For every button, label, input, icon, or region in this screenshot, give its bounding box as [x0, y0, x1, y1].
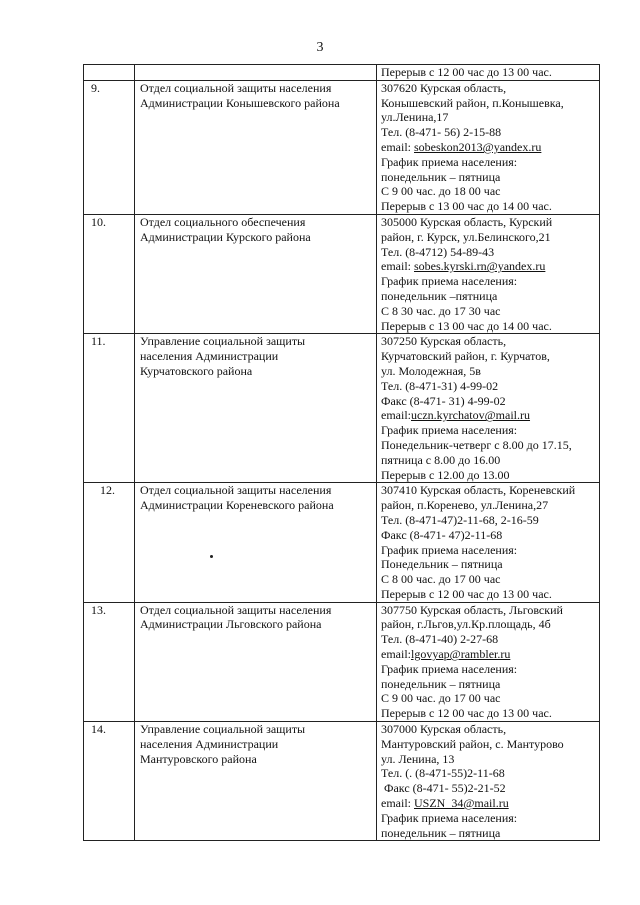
schedule-line: понедельник – пятница: [381, 169, 501, 184]
fax-line: Факс (8-471- 55)2-21-52: [381, 781, 506, 796]
email-link[interactable]: uczn.kyrchatov@mail.ru: [411, 408, 531, 423]
phone-line: Тел. (8-471-40) 2-27-68: [381, 632, 499, 647]
email-line: [381, 259, 596, 274]
schedule-line: Понедельник – пятница: [381, 557, 503, 572]
address-line: 307410 Курская область, Кореневский: [381, 483, 576, 498]
schedule-line: понедельник –пятница: [381, 288, 498, 303]
row-number: 9.: [84, 80, 135, 214]
org-name-line: населения Администрации: [140, 349, 279, 364]
org-name-line: Администрации Льговского района: [140, 617, 322, 632]
address-cell: [377, 602, 600, 721]
schedule-line: График приема населения:: [381, 542, 518, 557]
email-line: [381, 140, 596, 155]
schedule-line: График приема населения:: [381, 154, 518, 169]
row-number: 14.: [84, 722, 135, 841]
stray-mark: [210, 555, 213, 558]
phone-line: Тел. (8-471- 56) 2-15-88: [381, 125, 502, 140]
schedule-line: пятница с 8.00 до 16.00: [381, 452, 501, 467]
schedule-line: С 8 30 час. до 17 30 час: [381, 303, 501, 318]
address-cell: [377, 334, 600, 483]
org-name-line: населения Администрации: [140, 736, 279, 751]
table-row: [84, 80, 600, 214]
address-line: район, г.Льгов,ул.Кр.площадь, 4б: [381, 617, 551, 632]
org-cell: [135, 602, 377, 721]
org-name-line: Администрации Кореневского района: [140, 498, 334, 513]
org-name-line: Управление социальной защиты: [140, 334, 306, 349]
phone-line: Тел. (8-471-31) 4-99-02: [381, 378, 499, 393]
email-line: [381, 408, 596, 423]
email-line: [381, 796, 596, 811]
address-line: Конышевский район, п.Конышевка,: [381, 95, 564, 110]
address-line: ул. Ленина, 13: [381, 751, 455, 766]
schedule-line: Перерыв с 13 00 час до 14 00 час.: [381, 199, 552, 214]
address-line: район, п.Коренево, ул.Ленина,27: [381, 498, 549, 513]
org-cell: [135, 483, 377, 602]
fax-line: Факс (8-471- 31) 4-99-02: [381, 393, 506, 408]
org-name-line: Мантуровского района: [140, 751, 257, 766]
schedule-line: понедельник – пятница: [381, 676, 501, 691]
page-number: 3: [316, 40, 324, 55]
address-line: 307250 Курская область,: [381, 334, 507, 349]
org-name-line: Администрации Курского района: [140, 229, 311, 244]
table-row: [84, 334, 600, 483]
address-line: 307000 Курская область,: [381, 722, 507, 737]
num-cell: [84, 65, 135, 81]
row-number: 10.: [84, 214, 135, 333]
org-cell: [135, 214, 377, 333]
address-line: 305000 Курская область, Курский: [381, 214, 553, 229]
org-cell: [135, 65, 377, 81]
org-name-line: Курчатовского района: [140, 363, 253, 378]
schedule-line: График приема населения:: [381, 661, 518, 676]
schedule-line: Перерыв с 12 00 час до 13 00 час.: [381, 706, 552, 721]
org-cell: [135, 334, 377, 483]
schedule-line: Перерыв с 12 00 час до 13 00 час.: [381, 586, 552, 601]
address-cell: [377, 483, 600, 602]
schedule-line: График приема населения:: [381, 274, 518, 289]
phone-line: Тел. (. (8-471-55)2-11-68: [381, 766, 505, 781]
address-cell: [377, 722, 600, 841]
email-link[interactable]: sobes.kyrski.rn@yandex.ru: [414, 259, 546, 274]
org-name-line: Управление социальной защиты: [140, 722, 306, 737]
contacts-table: [83, 64, 600, 841]
table-row: [84, 483, 600, 602]
email-line: [381, 647, 596, 662]
schedule-line: С 9 00 час. до 18 00 час: [381, 184, 501, 199]
org-cell: [135, 80, 377, 214]
schedule-line: Понедельник-четверг с 8.00 до 17.15,: [381, 437, 572, 452]
schedule-line: С 9 00 час. до 17 00 час: [381, 691, 501, 706]
schedule-line: понедельник – пятница: [381, 825, 501, 840]
address-cell: [377, 65, 600, 81]
email-prefix: email:: [381, 408, 411, 423]
fax-line: Факс (8-471- 47)2-11-68: [381, 527, 503, 542]
schedule-break: Перерыв с 12 00 час до 13 00 час.: [381, 65, 552, 79]
org-name-line: Отдел социальной защиты населения: [140, 602, 332, 617]
email-prefix: email:: [381, 259, 414, 274]
org-name-line: Отдел социального обеспечения: [140, 214, 306, 229]
org-cell: [135, 722, 377, 841]
table-row: [84, 214, 600, 333]
email-link[interactable]: USZN_34@mail.ru: [414, 796, 509, 811]
email-prefix: email:: [381, 647, 411, 662]
address-cell: [377, 214, 600, 333]
address-line: Курчатовский район, г. Курчатов,: [381, 349, 550, 364]
address-line: Мантуровский район, с. Мантурово: [381, 736, 564, 751]
row-number: 12.: [84, 483, 135, 602]
address-line: 307750 Курская область, Льговский: [381, 602, 563, 617]
schedule-line: Перерыв с 13 00 час до 14 00 час.: [381, 318, 552, 333]
address-cell: [377, 80, 600, 214]
row-number: 13.: [84, 602, 135, 721]
phone-line: Тел. (8-471-47)2-11-68, 2-16-59: [381, 512, 539, 527]
email-link[interactable]: sobeskon2013@yandex.ru: [414, 139, 542, 154]
address-line: район, г. Курск, ул.Белинского,21: [381, 229, 551, 244]
phone-line: Тел. (8-4712) 54-89-43: [381, 244, 495, 259]
schedule-line: Перерыв с 12.00 до 13.00: [381, 467, 510, 482]
table-row: [84, 65, 600, 81]
table-row: [84, 722, 600, 841]
email-link[interactable]: lgovyap@rambler.ru: [411, 647, 511, 662]
address-line: ул.Ленина,17: [381, 110, 449, 125]
email-prefix: email:: [381, 796, 414, 811]
schedule-line: График приема населения:: [381, 810, 518, 825]
org-name-line: Администрации Конышевского района: [140, 95, 340, 110]
org-name-line: Отдел социальной защиты населения: [140, 483, 332, 498]
email-prefix: email:: [381, 139, 414, 154]
schedule-line: С 8 00 час. до 17 00 час: [381, 572, 501, 587]
address-line: ул. Молодежная, 5в: [381, 363, 481, 378]
row-number: 11.: [84, 334, 135, 483]
address-line: 307620 Курская область,: [381, 80, 507, 95]
table-row: [84, 602, 600, 721]
schedule-line: График приема населения:: [381, 423, 518, 438]
org-name-line: Отдел социальной защиты населения: [140, 80, 332, 95]
